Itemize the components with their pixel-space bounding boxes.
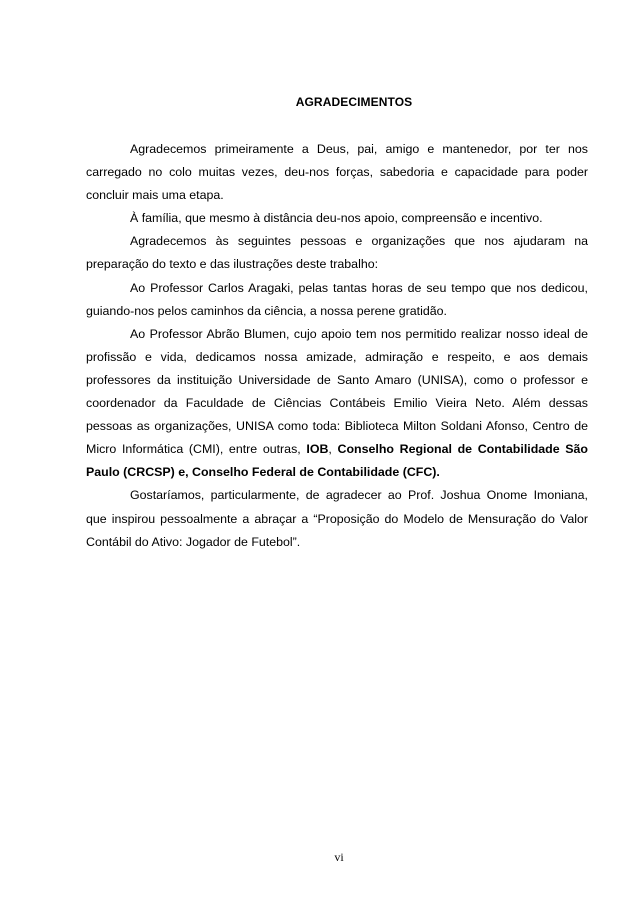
paragraph-prof-blumen-text: Ao Professor Abrão Blumen, cujo apoio tem nos permitido realizar nosso ideal de profissão e vida, dedicamos nossa amizade, admiração e respeito, e aos demais professores da instituição Universidade de Santo Amaro (UNISA), como o professor e coordenador da Faculdade de Ciências Contábeis Emilio Vieira Neto. Além dessas pessoas as organizações, UNISA como toda: Biblioteca Milton Soldani Afonso, Centro de Micro Informática (CMI), entre outras, xyxy=(86,326,588,457)
acknowledgements-body xyxy=(86,138,588,554)
org-crc-cfc: Conselho Regional de Contabilidade São Paulo (CRCSP) e, Conselho Federal de Contabilidade (CFC). xyxy=(86,442,588,480)
paragraph-god: Agradecemos primeiramente a Deus, pai, amigo e mantenedor, por ter nos carregado no colo muitas vezes, deu-nos forças, sabedoria e capacidade para poder concluir mais uma etapa. xyxy=(86,142,588,203)
page-title: AGRADECIMENTOS xyxy=(295,95,413,109)
page-number: vi xyxy=(334,850,344,864)
org-iob: IOB xyxy=(306,442,329,457)
paragraph-people-organizations: Agradecemos às seguintes pessoas e organizações que nos ajudaram na preparação do texto e das ilustrações deste trabalho: xyxy=(86,234,588,272)
paragraph-family: À família, que mesmo à distância deu-nos apoio, compreensão e incentivo. xyxy=(130,211,543,226)
separator-comma: , xyxy=(328,442,338,457)
paragraph-prof-blumen xyxy=(86,323,588,485)
paragraph-prof-imoniana: Gostaríamos, particularmente, de agradecer ao Prof. Joshua Onome Imoniana, que inspirou pessoalmente a abraçar a “Proposição do Modelo de Mensuração do Valor Contábil do Ativo: Jogador de Futebol”. xyxy=(86,488,588,549)
paragraph-prof-aragaki: Ao Professor Carlos Aragaki, pelas tantas horas de seu tempo que nos dedicou, guiando-nos pelos caminhos da ciência, a nossa perene gratidão. xyxy=(86,280,588,318)
